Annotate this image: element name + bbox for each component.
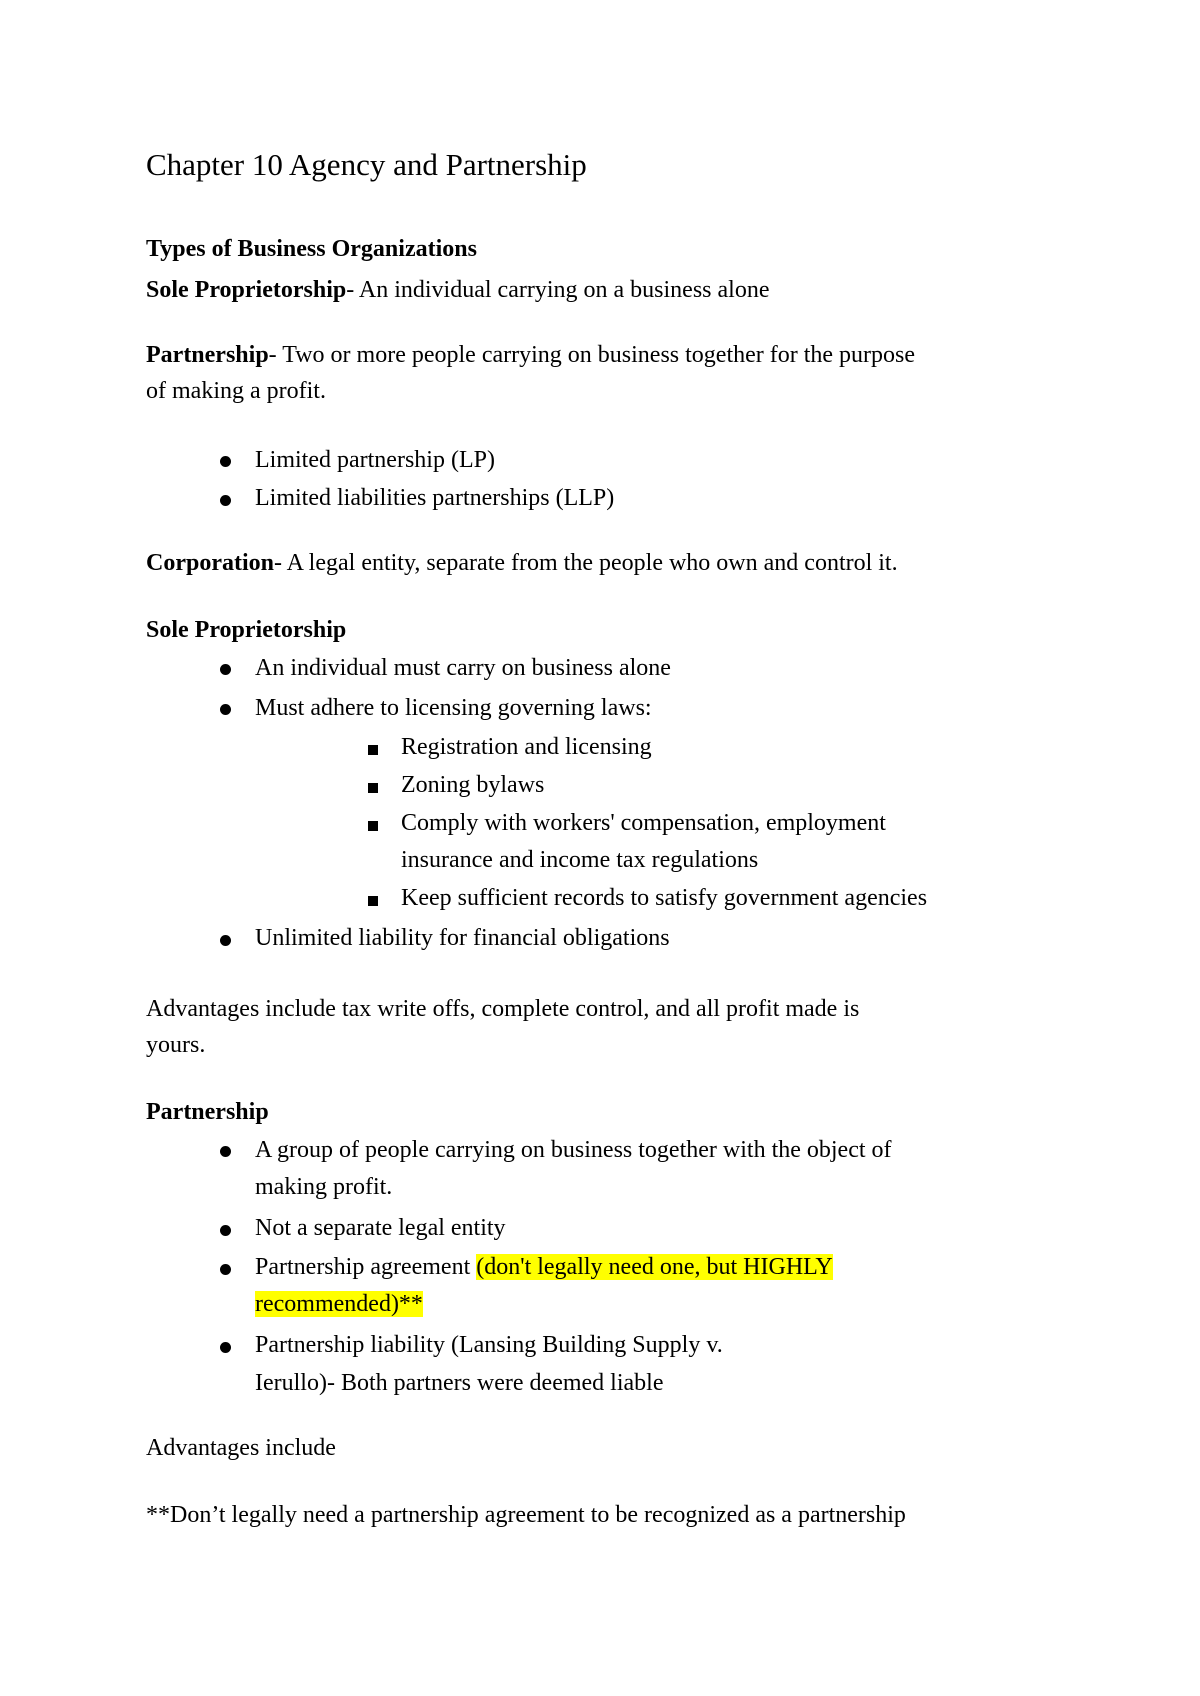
sole-section-heading: Sole Proprietorship bbox=[146, 617, 347, 643]
partnership-term: Partnership bbox=[146, 342, 269, 368]
sub-bullet-square bbox=[368, 745, 378, 755]
sole-definition bbox=[146, 271, 769, 309]
sub-list-item: Keep sufficient records to satisfy government agencies bbox=[401, 885, 928, 911]
types-heading: Types of Business Organizations bbox=[146, 236, 477, 262]
highlighted-text: recommended)** bbox=[255, 1291, 423, 1317]
partnership-text-1: - Two or more people carrying on business together for the purpose bbox=[268, 342, 916, 368]
partnership-advantages: Advantages include bbox=[146, 1435, 336, 1461]
corporation-text: - A legal entity, separate from the people who own and control it. bbox=[274, 550, 898, 576]
list-item: An individual must carry on business alone bbox=[255, 655, 671, 681]
bullet-dot bbox=[220, 1342, 231, 1353]
list-item: Limited partnership (LP) bbox=[255, 447, 495, 473]
sub-bullet-square bbox=[368, 821, 378, 831]
list-item: Not a separate legal entity bbox=[255, 1215, 506, 1241]
sole-text: - An individual carrying on a business alone bbox=[346, 277, 770, 303]
bullet-dot bbox=[220, 935, 231, 946]
sub-bullet-square bbox=[368, 896, 378, 906]
sub-bullet-square bbox=[368, 783, 378, 793]
corporation-term: Corporation bbox=[146, 550, 274, 576]
document-page bbox=[146, 0, 1066, 1696]
bullet-dot bbox=[220, 1264, 231, 1275]
bullet-dot bbox=[220, 495, 231, 506]
sub-list-item-continued: insurance and income tax regulations bbox=[401, 847, 759, 873]
list-item: Partnership liability (Lansing Building Supply v. bbox=[255, 1332, 723, 1358]
bullet-dot bbox=[220, 704, 231, 715]
list-item: Unlimited liability for financial obligations bbox=[255, 925, 670, 951]
highlighted-text: (don't legally need one, but HIGHLY bbox=[476, 1254, 833, 1280]
sub-list-item: Comply with workers' compensation, employment bbox=[401, 810, 886, 836]
sole-term: Sole Proprietorship bbox=[146, 277, 347, 303]
corporation-definition bbox=[146, 544, 898, 582]
sole-advantages-2: yours. bbox=[146, 1032, 206, 1058]
list-item-continued bbox=[255, 1285, 423, 1323]
partnership-definition bbox=[146, 336, 915, 374]
sole-advantages-1: Advantages include tax write offs, complete control, and all profit made is bbox=[146, 996, 860, 1022]
bullet-dot bbox=[220, 1146, 231, 1157]
bullet-dot bbox=[220, 456, 231, 467]
list-item-continued: Ierullo)- Both partners were deemed liable bbox=[255, 1370, 664, 1396]
bullet-dot bbox=[220, 664, 231, 675]
page-title: Chapter 10 Agency and Partnership bbox=[146, 147, 587, 182]
list-item: Must adhere to licensing governing laws: bbox=[255, 695, 652, 721]
sub-list-item: Registration and licensing bbox=[401, 734, 652, 760]
list-item bbox=[255, 1248, 833, 1286]
list-item-continued: making profit. bbox=[255, 1174, 393, 1200]
footnote: **Don’t legally need a partnership agreement to be recognized as a partnership bbox=[146, 1502, 906, 1528]
bullet-dot bbox=[220, 1225, 231, 1236]
list-item: Limited liabilities partnerships (LLP) bbox=[255, 485, 615, 511]
agreement-text: Partnership agreement bbox=[255, 1254, 477, 1280]
partnership-text-2: of making a profit. bbox=[146, 378, 326, 404]
list-item: A group of people carrying on business together with the object of bbox=[255, 1137, 892, 1163]
sub-list-item: Zoning bylaws bbox=[401, 772, 545, 798]
partnership-section-heading: Partnership bbox=[146, 1099, 269, 1125]
